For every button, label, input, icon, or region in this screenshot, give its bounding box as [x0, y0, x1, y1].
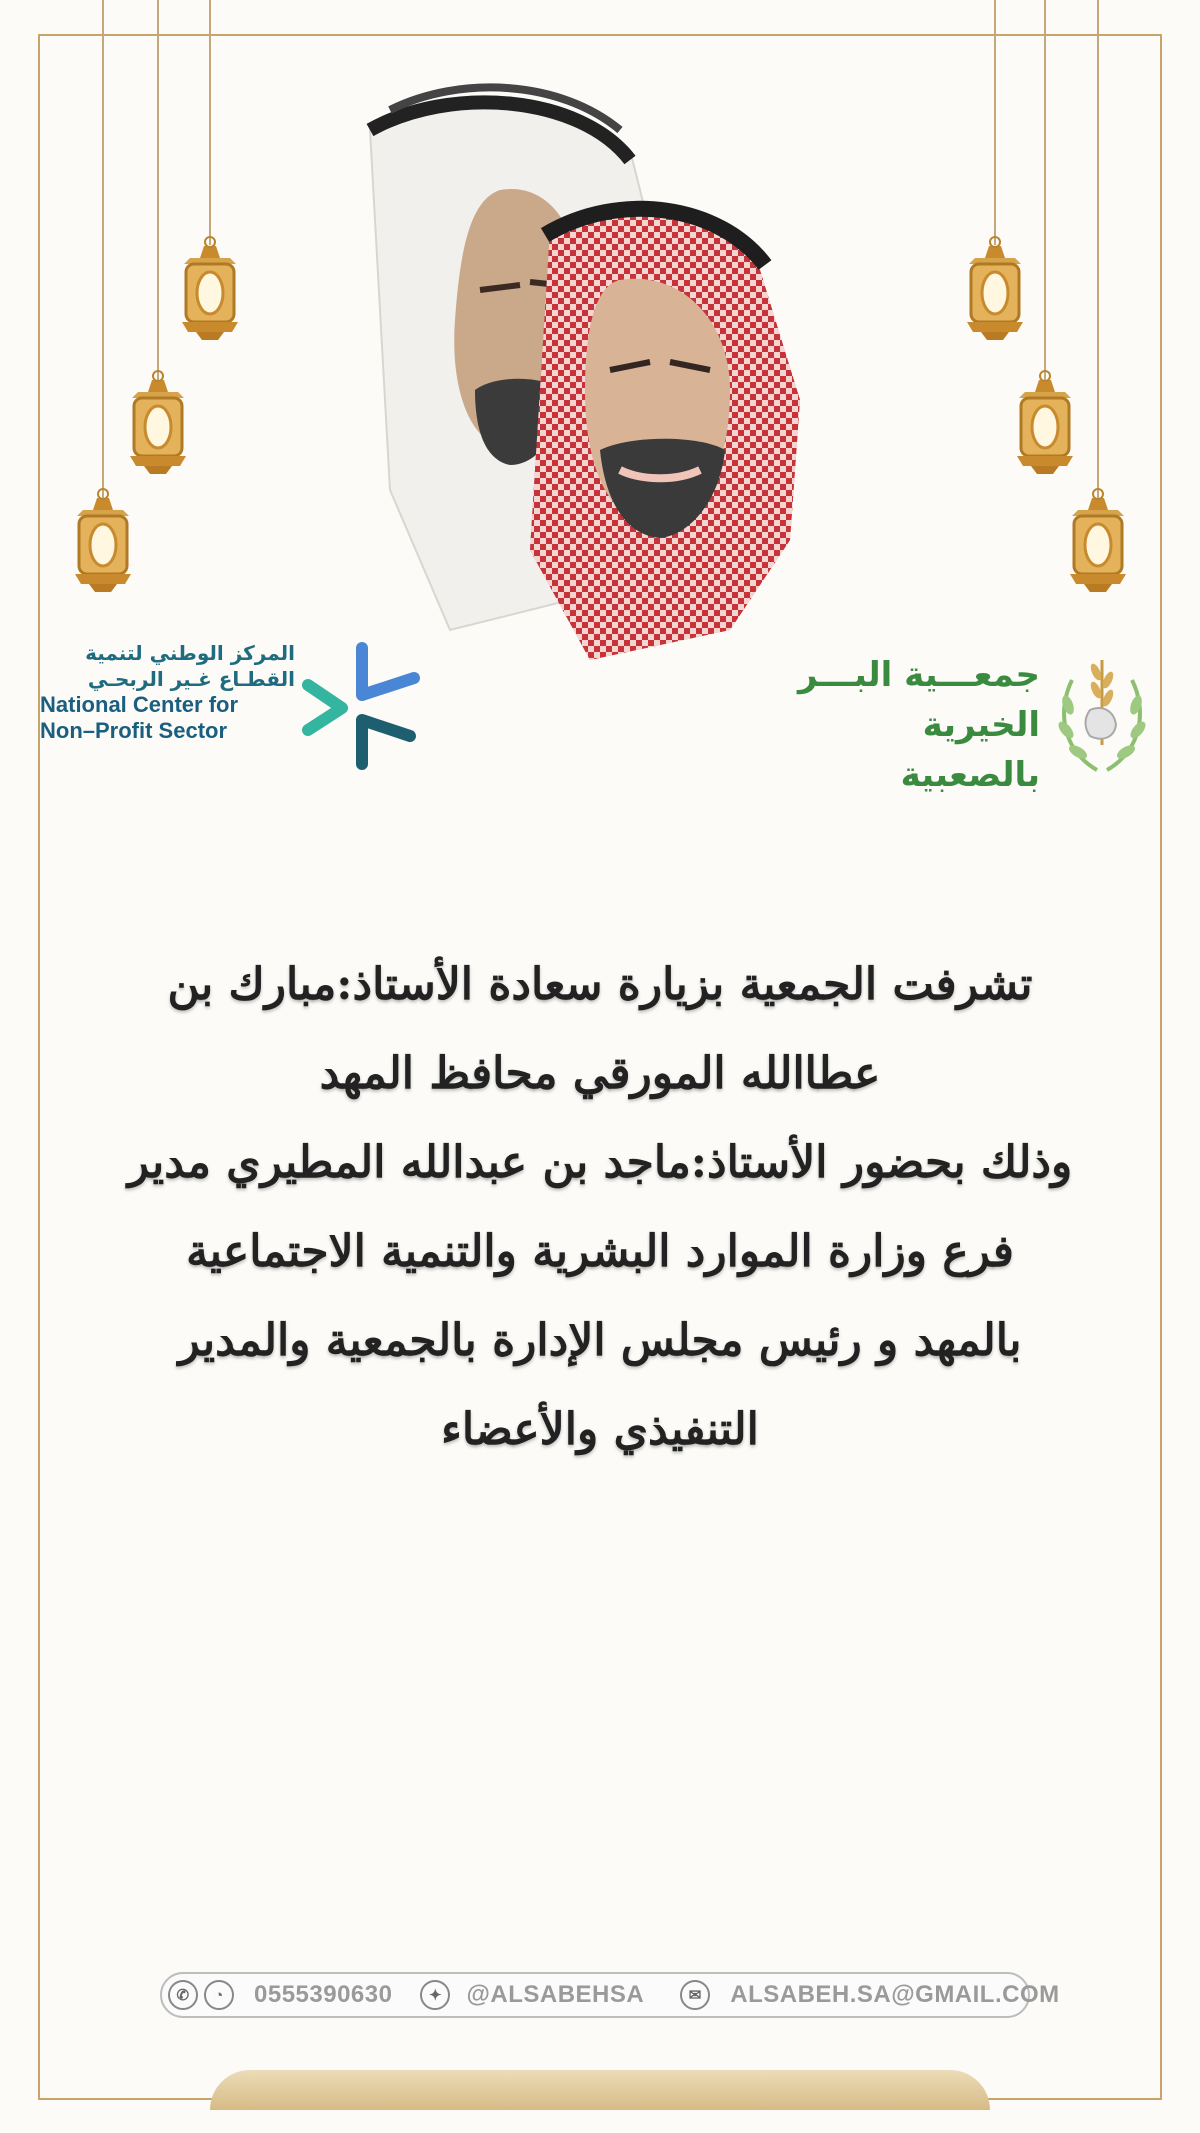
lantern-icon: [1017, 371, 1073, 474]
announcement-line: بالمهد و رئيس مجلس الإدارة بالجمعية والمدير: [178, 1315, 1022, 1366]
twitter-icon: ✦: [420, 1980, 450, 2010]
twitter-handle[interactable]: @ALSABEHSA: [466, 1981, 645, 2008]
wheat-emblem-icon: [1052, 650, 1152, 780]
ncnp-name-ar-line2: القطـاع غـير الربحـي: [87, 667, 295, 691]
phone-group: [168, 1980, 392, 2010]
twitter-group: [420, 1980, 644, 2010]
lantern-icon: [75, 489, 131, 592]
association-name: [790, 650, 1040, 800]
email-icon: ✉: [680, 1980, 710, 2010]
email-address[interactable]: ALSABEH.SA@GMAIL.COM: [730, 1981, 1060, 2008]
lantern-icon: [182, 237, 238, 340]
announcement-line: تشرفت الجمعية بزيارة سعادة الأستاذ:مبارك بن: [167, 959, 1033, 1010]
ncnp-mark-icon: [302, 640, 422, 770]
ncnp-name-en-line1: National Center for: [40, 692, 239, 717]
phone-number[interactable]: 0555390630: [254, 1981, 393, 2008]
email-group: [680, 1980, 1059, 2010]
lantern-icon: [130, 371, 186, 474]
announcement-line: فرع وزارة الموارد البشرية والتنمية الاجتماعية: [186, 1226, 1014, 1277]
announcement-line: وذلك بحضور الأستاذ:ماجد بن عبدالله المطيري مدير: [127, 1137, 1073, 1188]
whatsapp-icon: ◔: [204, 1980, 234, 2010]
lantern-icon: [1070, 489, 1126, 592]
ncnp-name-ar-line1: المركز الوطني لتنمية: [85, 641, 295, 665]
lantern-icon: [967, 237, 1023, 340]
association-logo: [790, 650, 1160, 795]
bottom-gold-bar: [210, 2070, 990, 2110]
association-name-line1: جمعـــية البـــر: [797, 655, 1040, 695]
contact-bar: [160, 1972, 1060, 2018]
announcement-text: [55, 940, 1145, 1474]
ncnp-name-en-line2: Non–Profit Sector: [40, 718, 228, 743]
ncnp-logo-text: [40, 640, 295, 744]
announcement-line: التنفيذي والأعضاء: [441, 1404, 759, 1455]
leaders-portrait: [330, 70, 890, 670]
association-name-line2: الخيرية بالصعبية: [900, 705, 1040, 795]
announcement-line: عطاالله المورقي محافظ المهد: [319, 1048, 881, 1099]
ncnp-logo: [40, 640, 430, 780]
phone-icon: ✆: [168, 1980, 198, 2010]
